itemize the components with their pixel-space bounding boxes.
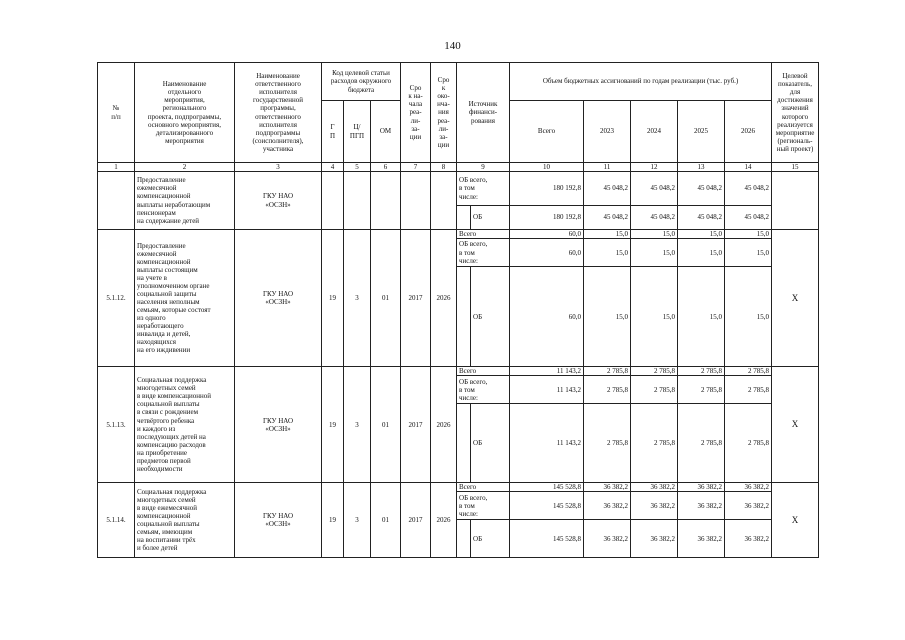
- column-number: 9: [457, 163, 510, 172]
- value-2024: 15,0: [631, 267, 678, 367]
- value-2024: 45 048,2: [631, 172, 678, 206]
- source-ob: ОБ: [471, 404, 510, 483]
- header-2024: 2024: [631, 101, 678, 163]
- value-2025: 15,0: [678, 230, 725, 239]
- row-no: 5.1.12.: [98, 230, 135, 367]
- row-om: 01: [371, 230, 401, 367]
- source-ob: ОБ: [471, 267, 510, 367]
- row-start: 2017: [401, 230, 431, 367]
- value-2024: 2 785,8: [631, 404, 678, 483]
- value-2023: 45 048,2: [584, 206, 631, 230]
- table-row: [98, 172, 819, 206]
- header-source: Источник финанси- рования: [457, 63, 510, 163]
- value-2024: 36 382,2: [631, 492, 678, 520]
- value-total: 60,0: [510, 230, 584, 239]
- source-vsego: Всего: [457, 230, 510, 239]
- value-2023: 2 785,8: [584, 404, 631, 483]
- header-name: Наименование отдельного мероприятия, регионального проекта, подпрограммы, основного мероприятия, детализированного мероприятия: [135, 63, 235, 163]
- row-no: [98, 172, 135, 230]
- column-number: 3: [235, 163, 322, 172]
- value-2025: 45 048,2: [678, 206, 725, 230]
- value-total: 11 143,2: [510, 376, 584, 404]
- column-number: 8: [431, 163, 457, 172]
- value-2025: 45 048,2: [678, 172, 725, 206]
- value-2023: 15,0: [584, 230, 631, 239]
- value-2024: 2 785,8: [631, 376, 678, 404]
- row-gp: 19: [322, 230, 344, 367]
- source-vsego: Всего: [457, 367, 510, 376]
- value-2024: 45 048,2: [631, 206, 678, 230]
- row-gp: 19: [322, 367, 344, 483]
- column-number: 7: [401, 163, 431, 172]
- value-2025: 36 382,2: [678, 492, 725, 520]
- value-2025: 2 785,8: [678, 404, 725, 483]
- value-2025: 2 785,8: [678, 376, 725, 404]
- value-total: 145 528,8: [510, 492, 584, 520]
- value-2023: 15,0: [584, 267, 631, 367]
- row-no: 5.1.13.: [98, 367, 135, 483]
- column-number: 2: [135, 163, 235, 172]
- header-volume-group: Объем бюджетных ассигнований по годам реализации (тыс. руб.): [510, 63, 772, 101]
- header-end: Сро к око- нча- ния реа- ли- за- ции: [431, 63, 457, 163]
- table-row: [98, 483, 819, 492]
- value-total: 145 528,8: [510, 483, 584, 492]
- value-2026: 45 048,2: [725, 172, 772, 206]
- row-end: 2026: [431, 230, 457, 367]
- value-2026: 2 785,8: [725, 367, 772, 376]
- header-code-group: Код целевой статьи расходов окружного бюджета: [322, 63, 401, 101]
- value-2026: 15,0: [725, 230, 772, 239]
- value-2025: 2 785,8: [678, 367, 725, 376]
- row-name: Предоставление ежемесячной компенсационной выплаты состоящим на учете в уполномоченном органе социальной защиты населения неполным семьям, которые состоят из одного неработающего инвалида и детей, находящихся на его иждивении: [135, 230, 235, 367]
- value-2023: 45 048,2: [584, 172, 631, 206]
- column-number: 11: [584, 163, 631, 172]
- page-number: 140: [444, 40, 461, 52]
- value-total: 145 528,8: [510, 520, 584, 558]
- value-2026: 36 382,2: [725, 520, 772, 558]
- column-number: 13: [678, 163, 725, 172]
- value-2026: 15,0: [725, 239, 772, 267]
- column-number: 10: [510, 163, 584, 172]
- table-row: [98, 367, 819, 376]
- value-2025: 36 382,2: [678, 520, 725, 558]
- value-2023: 15,0: [584, 239, 631, 267]
- value-2025: 15,0: [678, 267, 725, 367]
- column-number: 6: [371, 163, 401, 172]
- value-2023: 36 382,2: [584, 483, 631, 492]
- row-gp: 19: [322, 483, 344, 558]
- row-start: 2017: [401, 483, 431, 558]
- value-2023: 36 382,2: [584, 492, 631, 520]
- value-2023: 2 785,8: [584, 367, 631, 376]
- source-vsego: Всего: [457, 483, 510, 492]
- row-no: 5.1.14.: [98, 483, 135, 558]
- source-ob-total: ОБ всего, в том числе:: [457, 376, 510, 404]
- row-executor: ГКУ НАО «ОСЗН»: [235, 483, 322, 558]
- header-start: Сро к на- чала реа- ли- за- ции: [401, 63, 431, 163]
- row-target: X: [772, 230, 819, 367]
- row-executor: ГКУ НАО «ОСЗН»: [235, 230, 322, 367]
- source-ob-total: ОБ всего, в том числе:: [457, 239, 510, 267]
- row-name: Предоставление ежемесячной компенсационной выплаты неработающим пенсионерам на содержание детей: [135, 172, 235, 230]
- value-2026: 36 382,2: [725, 492, 772, 520]
- header-om: ОМ: [371, 101, 401, 163]
- header-2023: 2023: [584, 101, 631, 163]
- value-total: 60,0: [510, 239, 584, 267]
- column-number: 5: [344, 163, 371, 172]
- value-2026: 45 048,2: [725, 206, 772, 230]
- value-total: 180 192,8: [510, 172, 584, 206]
- source-ob-total: ОБ всего, в том числе:: [457, 492, 510, 520]
- row-om: 01: [371, 367, 401, 483]
- row-end: 2026: [431, 483, 457, 558]
- value-2023: 2 785,8: [584, 376, 631, 404]
- row-target: X: [772, 367, 819, 483]
- header-target: Целевой показатель, для достижения значений которого реализуется мероприятие (региональ- ный проект): [772, 63, 819, 163]
- value-2026: 36 382,2: [725, 483, 772, 492]
- value-2025: 15,0: [678, 239, 725, 267]
- value-2023: 36 382,2: [584, 520, 631, 558]
- value-2024: 36 382,2: [631, 520, 678, 558]
- value-2024: 36 382,2: [631, 483, 678, 492]
- value-2026: 15,0: [725, 267, 772, 367]
- column-number: 14: [725, 163, 772, 172]
- value-total: 60,0: [510, 267, 584, 367]
- budget-table: [97, 62, 819, 558]
- row-pgp: 3: [344, 230, 371, 367]
- row-name: Социальная поддержка многодетных семей в виде ежемесячной компенсационной социальной выплаты семьям, имеющим на воспитании трёх и более детей: [135, 483, 235, 558]
- row-executor: ГКУ НАО «ОСЗН»: [235, 172, 322, 230]
- column-number-row: [98, 163, 819, 172]
- source-ob: ОБ: [471, 520, 510, 558]
- value-2025: 36 382,2: [678, 483, 725, 492]
- value-total: 11 143,2: [510, 404, 584, 483]
- column-number: 1: [98, 163, 135, 172]
- value-total: 11 143,2: [510, 367, 584, 376]
- row-om: 01: [371, 483, 401, 558]
- header-executor: Наименование ответственного исполнителя государственной программы, ответственного исполнителя подпрограммы (соисполнителя), участника: [235, 63, 322, 163]
- header-pgp: Ц/ ПГП: [344, 101, 371, 163]
- row-end: 2026: [431, 367, 457, 483]
- row-target: X: [772, 483, 819, 558]
- row-pgp: 3: [344, 367, 371, 483]
- column-number: 15: [772, 163, 819, 172]
- row-pgp: 3: [344, 483, 371, 558]
- row-name: Социальная поддержка многодетных семей в виде компенсационной социальной выплаты в связи с рождением четвёртого ребенка и каждого из последующих детей на компенсацию расходов на приобретение предметов первой необходимости: [135, 367, 235, 483]
- table-row: [98, 230, 819, 239]
- value-2026: 2 785,8: [725, 404, 772, 483]
- header-no: № п/п: [98, 63, 135, 163]
- value-2024: 2 785,8: [631, 367, 678, 376]
- value-total: 180 192,8: [510, 206, 584, 230]
- value-2026: 2 785,8: [725, 376, 772, 404]
- value-2024: 15,0: [631, 239, 678, 267]
- header-2026: 2026: [725, 101, 772, 163]
- header-2025: 2025: [678, 101, 725, 163]
- column-number: 4: [322, 163, 344, 172]
- row-start: 2017: [401, 367, 431, 483]
- header-gp: Г П: [322, 101, 344, 163]
- header-total: Всего: [510, 101, 584, 163]
- value-2024: 15,0: [631, 230, 678, 239]
- column-number: 12: [631, 163, 678, 172]
- row-executor: ГКУ НАО «ОСЗН»: [235, 367, 322, 483]
- source-ob: ОБ: [471, 206, 510, 230]
- source-ob-total: ОБ всего, в том числе:: [457, 172, 510, 206]
